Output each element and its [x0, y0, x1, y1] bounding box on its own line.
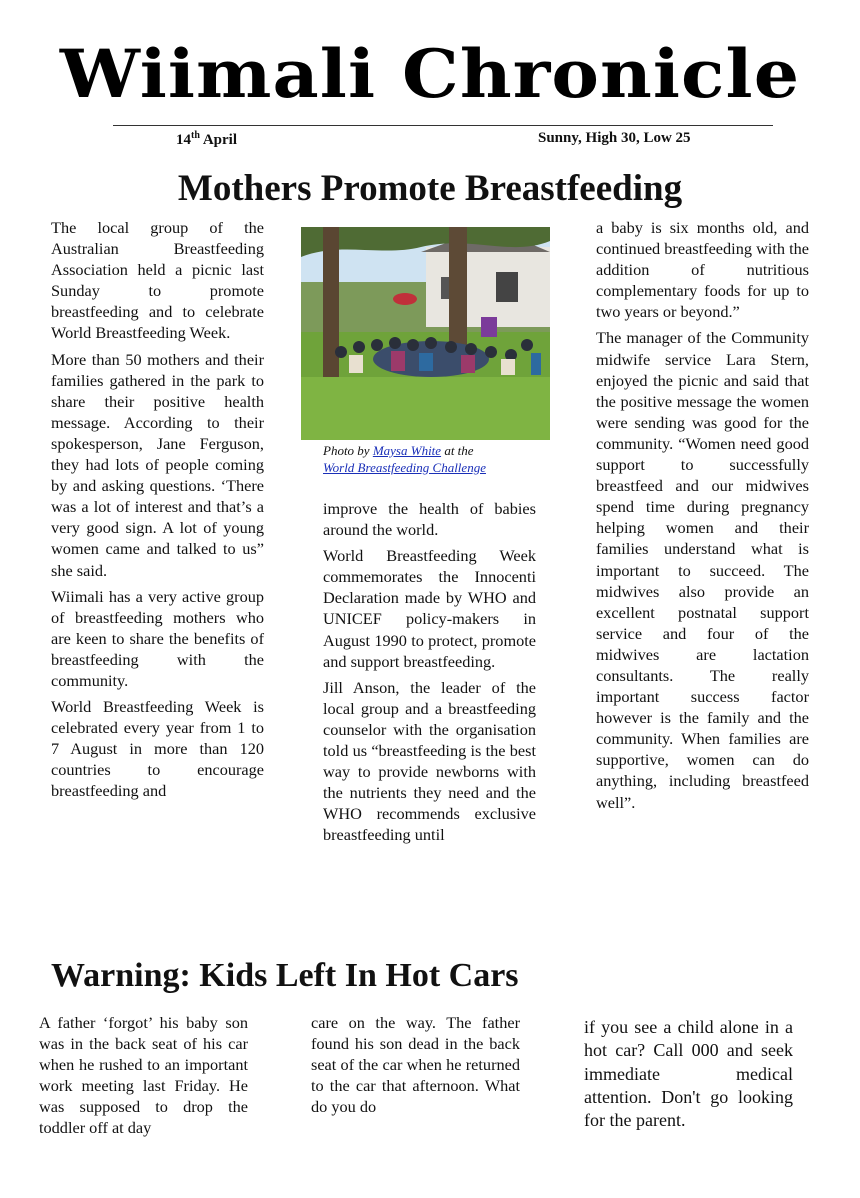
- caption-mid: at the: [441, 443, 474, 458]
- date-month: April: [202, 132, 238, 148]
- source-link[interactable]: World Breastfeeding Challenge: [323, 460, 486, 475]
- article1-column-2: [323, 498, 536, 851]
- paragraph: improve the health of babies around the world.: [323, 499, 536, 540]
- photographer-link[interactable]: Maysa White: [372, 443, 442, 458]
- paragraph: Wiimali has a very active group of breastfeeding mothers who are keen to share the benefits of breastfeeding with the community.: [51, 586, 264, 690]
- date-day: 14: [176, 132, 191, 148]
- article2-headline: Warning: Kids Left In Hot Cars: [51, 957, 519, 994]
- article2-column-1: A father ‘forgot’ his baby son was in the back seat of his car when he rushed to an important work meeting last Friday. He was supposed to drop the toddler off at day: [39, 1013, 248, 1138]
- masthead-title: Wiimali Chronicle: [59, 35, 801, 113]
- article2-column-2: care on the way. The father found his son dead in the back seat of the car when he returned to the car that afternoon. What do you do: [311, 1013, 520, 1117]
- dateline-weather: Sunny, High 30, Low 25: [538, 130, 691, 146]
- article1-headline: Mothers Promote Breastfeeding: [177, 168, 683, 209]
- article1-column-1: [51, 217, 264, 807]
- paragraph: The local group of the Australian Breastfeeding Association held a picnic last Sunday to promote breastfeeding and to celebrate World Breastfeeding Week.: [51, 218, 264, 343]
- date-suffix: th: [191, 130, 200, 141]
- paragraph: More than 50 mothers and their families gathered in the park to share their positive health message. According to their spokesperson, Jane Ferguson, they had lots of people coming by and asking questions. ‘There was a lot of interest and that’s a very good sign. A lot of young women came and talked to us” she said.: [51, 349, 264, 580]
- dateline-date: [176, 130, 237, 149]
- paragraph: The manager of the Community midwife service Lara Stern, enjoyed the picnic and said that the positive message the women were sending was good for the community. “Women need good support to successfully breastfeed and our midwives spend time during pregnancy helping women and their families understand what is important to succeed. The midwives also provide an excellent postnatal support service and four of the midwives are lactation consultants. The really important success factor however is the family and the community. When families are supportive, women can do anything, including breastfeed well”.: [596, 328, 809, 812]
- photo-caption: [323, 442, 553, 476]
- article2-column-3: if you see a child alone in a hot car? Call 000 and seek immediate medical attention. Don't go looking for the parent.: [584, 1017, 793, 1131]
- paragraph: Jill Anson, the leader of the local group and a breastfeeding counselor with the organisation told us “breastfeeding is the best way to provide newborns with the nutrients they need and the WHO recommends exclusive breastfeeding until: [323, 677, 536, 845]
- caption-prefix: Photo by: [323, 443, 373, 458]
- paragraph: World Breastfeeding Week commemorates the Innocenti Declaration made by WHO and UNICEF policy-makers in August 1990 to protect, promote and support breastfeeding.: [323, 546, 536, 671]
- paragraph: World Breastfeeding Week is celebrated every year from 1 to 7 August in more than 120 countries to encourage breastfeeding and: [51, 697, 264, 801]
- masthead-rule: [113, 125, 773, 126]
- article1-column-3: [596, 217, 809, 818]
- paragraph: a baby is six months old, and continued breastfeeding with the addition of nutritious complementary foods for up to two years or beyond.”: [596, 218, 809, 322]
- picnic-photo: [301, 227, 550, 440]
